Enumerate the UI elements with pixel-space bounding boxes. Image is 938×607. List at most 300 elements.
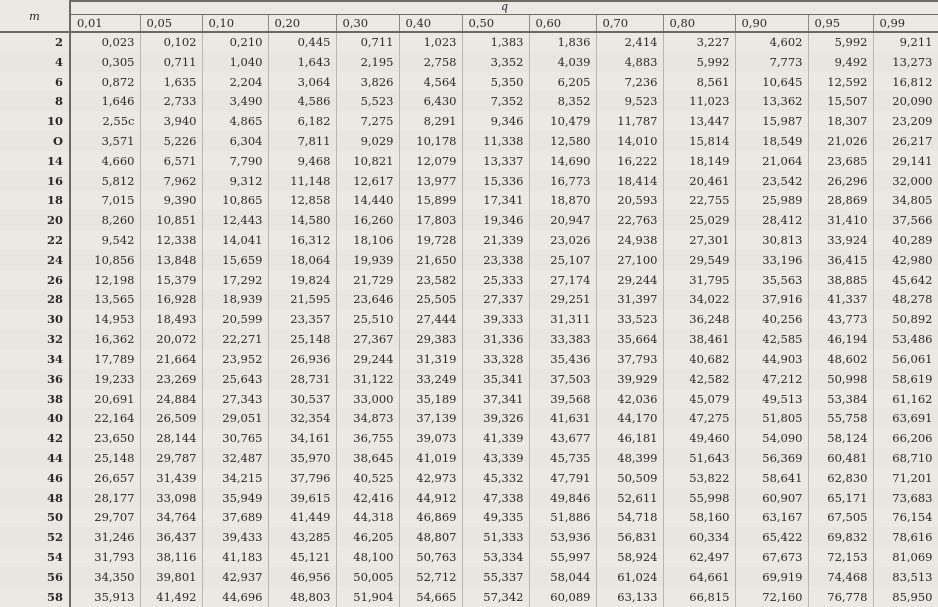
value-cell: 37,341 — [462, 389, 529, 409]
value-cell: 34,764 — [140, 508, 202, 528]
degrees-of-freedom-cell: 2 — [0, 32, 70, 52]
value-cell: 29,051 — [202, 408, 268, 428]
value-cell: 33,000 — [336, 389, 399, 409]
value-cell: 8,291 — [399, 111, 462, 131]
value-cell: 18,414 — [596, 171, 663, 191]
value-cell: 44,170 — [596, 408, 663, 428]
value-cell: 23,685 — [808, 151, 873, 171]
value-cell: 58,924 — [596, 547, 663, 567]
value-cell: 56,831 — [596, 527, 663, 547]
value-cell: 17,341 — [462, 191, 529, 211]
value-cell: 31,311 — [529, 309, 596, 329]
degrees-of-freedom-cell: 48 — [0, 488, 70, 508]
value-cell: 9,468 — [268, 151, 336, 171]
value-cell: 46,205 — [336, 527, 399, 547]
value-cell: 48,100 — [336, 547, 399, 567]
value-cell: 43,773 — [808, 309, 873, 329]
value-cell: 39,801 — [140, 567, 202, 587]
probability-header: 0,40 — [399, 15, 462, 33]
value-cell: 32,487 — [202, 448, 268, 468]
value-cell: 11,338 — [462, 131, 529, 151]
value-cell: 6,205 — [529, 72, 596, 92]
degrees-of-freedom-cell: 34 — [0, 349, 70, 369]
value-cell: 5,992 — [808, 32, 873, 52]
value-cell: 5,992 — [663, 52, 735, 72]
table-row — [0, 587, 938, 607]
value-cell: 44,318 — [336, 508, 399, 528]
value-cell: 60,481 — [808, 448, 873, 468]
value-cell: 53,384 — [808, 389, 873, 409]
value-cell: 46,956 — [268, 567, 336, 587]
value-cell: 48,807 — [399, 527, 462, 547]
value-cell: 35,341 — [462, 369, 529, 389]
table-row — [0, 468, 938, 488]
value-cell: 14,440 — [336, 191, 399, 211]
value-cell: 17,803 — [399, 210, 462, 230]
value-cell: 18,106 — [336, 230, 399, 250]
value-cell: 12,079 — [399, 151, 462, 171]
probability-header: 0,70 — [596, 15, 663, 33]
value-cell: 0,711 — [336, 32, 399, 52]
value-cell: 23,650 — [70, 428, 140, 448]
value-cell: 72,160 — [735, 587, 808, 607]
value-cell: 55,997 — [529, 547, 596, 567]
degrees-of-freedom-cell: 30 — [0, 309, 70, 329]
value-cell: 7,236 — [596, 72, 663, 92]
value-cell: 66,206 — [873, 428, 938, 448]
value-cell: 12,338 — [140, 230, 202, 250]
value-cell: 34,873 — [336, 408, 399, 428]
probability-header: 0,95 — [808, 15, 873, 33]
degrees-of-freedom-cell: 26 — [0, 270, 70, 290]
value-cell: 37,916 — [735, 290, 808, 310]
value-cell: 28,412 — [735, 210, 808, 230]
value-cell: 1,646 — [70, 91, 140, 111]
value-cell: 0,445 — [268, 32, 336, 52]
value-cell: 22,763 — [596, 210, 663, 230]
value-cell: 10,821 — [336, 151, 399, 171]
table-row — [0, 389, 938, 409]
table-row — [0, 508, 938, 528]
table-row — [0, 567, 938, 587]
value-cell: 21,595 — [268, 290, 336, 310]
value-cell: 30,765 — [202, 428, 268, 448]
table-row — [0, 369, 938, 389]
value-cell: 39,615 — [268, 488, 336, 508]
value-cell: 16,928 — [140, 290, 202, 310]
value-cell: 73,683 — [873, 488, 938, 508]
value-cell: 25,505 — [399, 290, 462, 310]
value-cell: 4,865 — [202, 111, 268, 131]
value-cell: 8,260 — [70, 210, 140, 230]
value-cell: 18,149 — [663, 151, 735, 171]
degrees-of-freedom-cell: 46 — [0, 468, 70, 488]
value-cell: 39,433 — [202, 527, 268, 547]
value-cell: 6,182 — [268, 111, 336, 131]
value-cell: 71,201 — [873, 468, 938, 488]
value-cell: 10,851 — [140, 210, 202, 230]
value-cell: 63,133 — [596, 587, 663, 607]
value-cell: 63,167 — [735, 508, 808, 528]
probability-header: 0,20 — [268, 15, 336, 33]
table-row — [0, 230, 938, 250]
value-cell: 11,023 — [663, 91, 735, 111]
degrees-of-freedom-cell: 22 — [0, 230, 70, 250]
value-cell: 7,962 — [140, 171, 202, 191]
value-cell: 18,064 — [268, 250, 336, 270]
degrees-of-freedom-cell: 50 — [0, 508, 70, 528]
value-cell: 33,383 — [529, 329, 596, 349]
value-cell: 49,846 — [529, 488, 596, 508]
value-cell: 46,194 — [808, 329, 873, 349]
value-cell: 81,069 — [873, 547, 938, 567]
value-cell: 37,793 — [596, 349, 663, 369]
value-cell: 10,856 — [70, 250, 140, 270]
value-cell: 5,523 — [336, 91, 399, 111]
value-cell: 50,998 — [808, 369, 873, 389]
value-cell: 4,660 — [70, 151, 140, 171]
value-cell: 23,582 — [399, 270, 462, 290]
value-cell: 37,689 — [202, 508, 268, 528]
value-cell: 60,334 — [663, 527, 735, 547]
value-cell: 39,929 — [596, 369, 663, 389]
value-cell: 39,333 — [462, 309, 529, 329]
degrees-of-freedom-cell: O — [0, 131, 70, 151]
degrees-of-freedom-cell: 40 — [0, 408, 70, 428]
value-cell: 53,936 — [529, 527, 596, 547]
value-cell: 38,461 — [663, 329, 735, 349]
table-header — [0, 0, 938, 32]
value-cell: 40,256 — [735, 309, 808, 329]
value-cell: 31,246 — [70, 527, 140, 547]
value-cell: 42,582 — [663, 369, 735, 389]
value-cell: 34,161 — [268, 428, 336, 448]
value-cell: 66,815 — [663, 587, 735, 607]
value-cell: 83,513 — [873, 567, 938, 587]
value-cell: 44,903 — [735, 349, 808, 369]
value-cell: 13,565 — [70, 290, 140, 310]
value-cell: 44,912 — [399, 488, 462, 508]
value-cell: 29,244 — [336, 349, 399, 369]
value-cell: 10,865 — [202, 191, 268, 211]
degrees-of-freedom-cell: 10 — [0, 111, 70, 131]
value-cell: 24,938 — [596, 230, 663, 250]
value-cell: 13,447 — [663, 111, 735, 131]
value-cell: 5,812 — [70, 171, 140, 191]
value-cell: 76,154 — [873, 508, 938, 528]
table-row — [0, 448, 938, 468]
table-row — [0, 72, 938, 92]
table-row — [0, 329, 938, 349]
value-cell: 49,460 — [663, 428, 735, 448]
value-cell: 25,148 — [268, 329, 336, 349]
value-cell: 21,650 — [399, 250, 462, 270]
value-cell: 44,696 — [202, 587, 268, 607]
value-cell: 42,416 — [336, 488, 399, 508]
value-cell: 35,189 — [399, 389, 462, 409]
value-cell: 29,707 — [70, 508, 140, 528]
value-cell: 14,580 — [268, 210, 336, 230]
value-cell: 56,061 — [873, 349, 938, 369]
value-cell: 23,338 — [462, 250, 529, 270]
value-cell: 51,643 — [663, 448, 735, 468]
value-cell: 55,337 — [462, 567, 529, 587]
value-cell: 58,619 — [873, 369, 938, 389]
value-cell: 21,064 — [735, 151, 808, 171]
value-cell: 19,728 — [399, 230, 462, 250]
value-cell: 29,141 — [873, 151, 938, 171]
value-cell: 39,568 — [529, 389, 596, 409]
value-cell: 45,642 — [873, 270, 938, 290]
table-row — [0, 488, 938, 508]
value-cell: 45,121 — [268, 547, 336, 567]
value-cell: 20,599 — [202, 309, 268, 329]
value-cell: 46,181 — [596, 428, 663, 448]
value-cell: 29,244 — [596, 270, 663, 290]
value-cell: 8,561 — [663, 72, 735, 92]
value-cell: 13,848 — [140, 250, 202, 270]
value-cell: 9,346 — [462, 111, 529, 131]
value-cell: 67,505 — [808, 508, 873, 528]
value-cell: 25,148 — [70, 448, 140, 468]
value-cell: 1,383 — [462, 32, 529, 52]
value-cell: 14,690 — [529, 151, 596, 171]
value-cell: 9,211 — [873, 32, 938, 52]
value-cell: 0,305 — [70, 52, 140, 72]
value-cell: 4,039 — [529, 52, 596, 72]
value-cell: 54,090 — [735, 428, 808, 448]
value-cell: 12,443 — [202, 210, 268, 230]
value-cell: 4,564 — [399, 72, 462, 92]
table-row — [0, 309, 938, 329]
value-cell: 27,343 — [202, 389, 268, 409]
value-cell: 43,285 — [268, 527, 336, 547]
value-cell: 47,212 — [735, 369, 808, 389]
value-cell: 38,116 — [140, 547, 202, 567]
probability-header: 0,99 — [873, 15, 938, 33]
value-cell: 60,907 — [735, 488, 808, 508]
value-cell: 45,332 — [462, 468, 529, 488]
value-cell: 31,319 — [399, 349, 462, 369]
value-cell: 8,352 — [529, 91, 596, 111]
value-cell: 17,789 — [70, 349, 140, 369]
degrees-of-freedom-cell: 6 — [0, 72, 70, 92]
value-cell: 20,072 — [140, 329, 202, 349]
value-cell: 3,352 — [462, 52, 529, 72]
value-cell: 41,631 — [529, 408, 596, 428]
value-cell: 10,645 — [735, 72, 808, 92]
value-cell: 30,813 — [735, 230, 808, 250]
value-cell: 74,468 — [808, 567, 873, 587]
value-cell: 41,337 — [808, 290, 873, 310]
value-cell: 33,523 — [596, 309, 663, 329]
value-cell: 40,682 — [663, 349, 735, 369]
value-cell: 28,177 — [70, 488, 140, 508]
value-cell: 2,195 — [336, 52, 399, 72]
value-cell: 7,352 — [462, 91, 529, 111]
value-cell: 62,830 — [808, 468, 873, 488]
value-cell: 14,953 — [70, 309, 140, 329]
value-cell: 65,422 — [735, 527, 808, 547]
value-cell: 3,490 — [202, 91, 268, 111]
value-cell: 26,936 — [268, 349, 336, 369]
degrees-of-freedom-cell: 24 — [0, 250, 70, 270]
probability-header: 0,01 — [70, 15, 140, 33]
value-cell: 67,673 — [735, 547, 808, 567]
degrees-of-freedom-cell: 4 — [0, 52, 70, 72]
value-cell: 23,952 — [202, 349, 268, 369]
value-cell: 35,563 — [735, 270, 808, 290]
value-cell: 28,731 — [268, 369, 336, 389]
value-cell: 22,271 — [202, 329, 268, 349]
value-cell: 34,805 — [873, 191, 938, 211]
value-cell: 31,397 — [596, 290, 663, 310]
value-cell: 58,160 — [663, 508, 735, 528]
value-cell: 7,811 — [268, 131, 336, 151]
value-cell: 1,635 — [140, 72, 202, 92]
value-cell: 21,664 — [140, 349, 202, 369]
value-cell: 42,937 — [202, 567, 268, 587]
value-cell: 15,336 — [462, 171, 529, 191]
value-cell: 35,664 — [596, 329, 663, 349]
probability-header: 0,90 — [735, 15, 808, 33]
value-cell: 27,337 — [462, 290, 529, 310]
value-cell: 31,122 — [336, 369, 399, 389]
value-cell: 51,886 — [529, 508, 596, 528]
value-cell: 31,336 — [462, 329, 529, 349]
value-cell: 53,822 — [663, 468, 735, 488]
value-cell: 26,657 — [70, 468, 140, 488]
value-cell: 55,998 — [663, 488, 735, 508]
value-cell: 34,350 — [70, 567, 140, 587]
value-cell: 32,000 — [873, 171, 938, 191]
probability-header: 0,30 — [336, 15, 399, 33]
value-cell: 20,090 — [873, 91, 938, 111]
value-cell: 46,869 — [399, 508, 462, 528]
value-cell: 21,729 — [336, 270, 399, 290]
value-cell: 47,791 — [529, 468, 596, 488]
value-cell: 50,763 — [399, 547, 462, 567]
value-cell: 34,022 — [663, 290, 735, 310]
value-cell: 38,645 — [336, 448, 399, 468]
value-cell: 18,493 — [140, 309, 202, 329]
value-cell: 37,796 — [268, 468, 336, 488]
value-cell: 12,617 — [336, 171, 399, 191]
value-cell: 35,436 — [529, 349, 596, 369]
value-cell: 41,019 — [399, 448, 462, 468]
value-cell: 9,390 — [140, 191, 202, 211]
value-cell: 22,755 — [663, 191, 735, 211]
degrees-of-freedom-cell: 38 — [0, 389, 70, 409]
value-cell: 27,100 — [596, 250, 663, 270]
value-cell: 31,439 — [140, 468, 202, 488]
value-cell: 35,949 — [202, 488, 268, 508]
value-cell: 15,899 — [399, 191, 462, 211]
value-cell: 20,593 — [596, 191, 663, 211]
value-cell: 33,249 — [399, 369, 462, 389]
table-row — [0, 151, 938, 171]
value-cell: 69,919 — [735, 567, 808, 587]
value-cell: 18,939 — [202, 290, 268, 310]
value-cell: 57,342 — [462, 587, 529, 607]
value-cell: 49,513 — [735, 389, 808, 409]
value-cell: 31,410 — [808, 210, 873, 230]
value-cell: 15,507 — [808, 91, 873, 111]
table-row — [0, 91, 938, 111]
value-cell: 12,198 — [70, 270, 140, 290]
value-cell: 38,885 — [808, 270, 873, 290]
value-cell: 40,289 — [873, 230, 938, 250]
value-cell: 42,973 — [399, 468, 462, 488]
value-cell: 27,444 — [399, 309, 462, 329]
value-cell: 23,269 — [140, 369, 202, 389]
value-cell: 21,339 — [462, 230, 529, 250]
value-cell: 18,307 — [808, 111, 873, 131]
value-cell: 50,892 — [873, 309, 938, 329]
value-cell: 15,987 — [735, 111, 808, 131]
value-cell: 43,677 — [529, 428, 596, 448]
value-cell: 76,778 — [808, 587, 873, 607]
value-cell: 10,178 — [399, 131, 462, 151]
value-cell: 63,691 — [873, 408, 938, 428]
value-cell: 48,602 — [808, 349, 873, 369]
degrees-of-freedom-cell: 54 — [0, 547, 70, 567]
value-cell: 4,883 — [596, 52, 663, 72]
value-cell: 64,661 — [663, 567, 735, 587]
value-cell: 32,354 — [268, 408, 336, 428]
value-cell: 6,571 — [140, 151, 202, 171]
probability-header: 0,60 — [529, 15, 596, 33]
value-cell: 47,338 — [462, 488, 529, 508]
value-cell: 3,227 — [663, 32, 735, 52]
value-cell: 51,333 — [462, 527, 529, 547]
value-cell: 31,793 — [70, 547, 140, 567]
table-row — [0, 32, 938, 52]
value-cell: 16,222 — [596, 151, 663, 171]
value-cell: 60,089 — [529, 587, 596, 607]
table-row — [0, 111, 938, 131]
value-cell: 25,333 — [462, 270, 529, 290]
value-cell: 65,171 — [808, 488, 873, 508]
value-cell: 33,196 — [735, 250, 808, 270]
value-cell: 41,183 — [202, 547, 268, 567]
value-cell: 36,248 — [663, 309, 735, 329]
value-cell: 42,585 — [735, 329, 808, 349]
value-cell: 47,275 — [663, 408, 735, 428]
value-cell: 15,379 — [140, 270, 202, 290]
value-cell: 39,073 — [399, 428, 462, 448]
value-cell: 19,346 — [462, 210, 529, 230]
value-cell: 61,162 — [873, 389, 938, 409]
value-cell: 19,939 — [336, 250, 399, 270]
value-cell: 25,643 — [202, 369, 268, 389]
value-cell: 58,044 — [529, 567, 596, 587]
value-cell: 4,602 — [735, 32, 808, 52]
value-cell: 18,549 — [735, 131, 808, 151]
value-cell: 20,461 — [663, 171, 735, 191]
value-cell: 37,139 — [399, 408, 462, 428]
table-row — [0, 408, 938, 428]
probability-header: 0,80 — [663, 15, 735, 33]
value-cell: 9,523 — [596, 91, 663, 111]
value-cell: 23,542 — [735, 171, 808, 191]
value-cell: 26,509 — [140, 408, 202, 428]
value-cell: 25,029 — [663, 210, 735, 230]
value-cell: 19,824 — [268, 270, 336, 290]
value-cell: 1,643 — [268, 52, 336, 72]
value-cell: 35,913 — [70, 587, 140, 607]
degrees-of-freedom-cell: 52 — [0, 527, 70, 547]
